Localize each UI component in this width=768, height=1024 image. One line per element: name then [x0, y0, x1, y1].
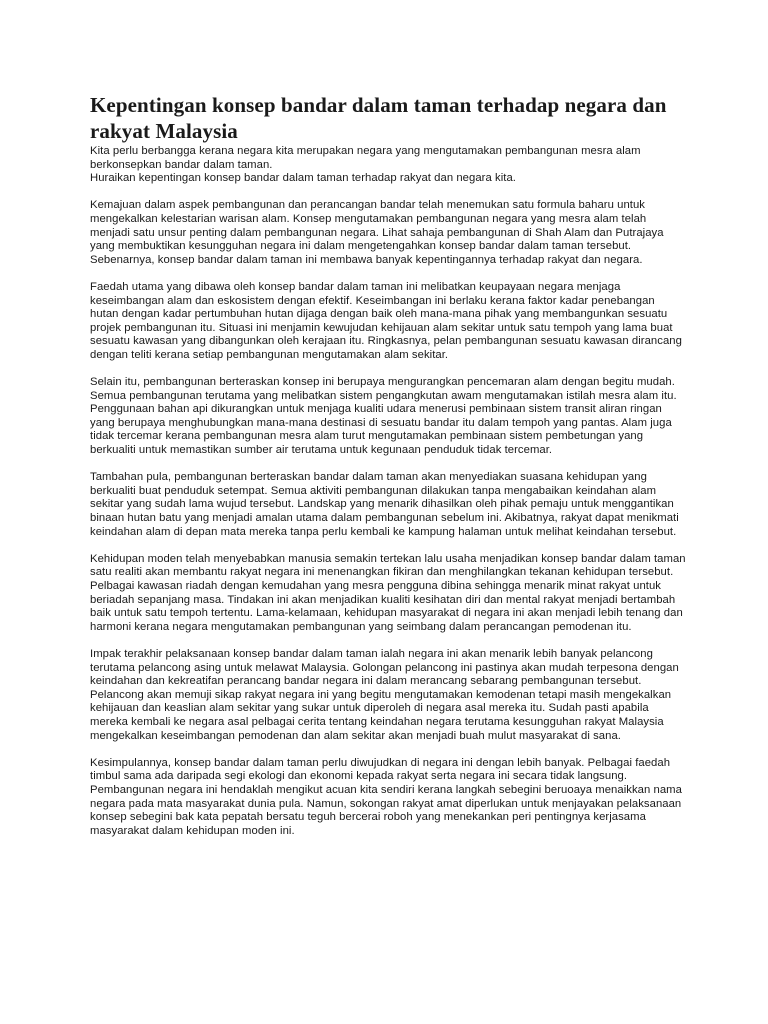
- body-paragraph: Selain itu, pembangunan berteraskan konsep ini berupaya mengurangkan pencemaran alam dengan begitu mudah. Semua pembangunan terutama yang melibatkan sistem pengangkutan awam mengutamakan istilah mesra alam itu. Penggunaan bahan api dikurangkan untuk menjaga kualiti udara menerusi pembinaan sistem transit aliran ringan yang berupaya menghubungkan mana-mana destinasi di sesuatu bandar itu dalam tempoh yang pantas. Alam juga tidak tercemar kerana pembangunan mesra alam turut mengutamakan pembinaan sistem pembetungan yang berkualiti untuk memastikan sumber air terutama untuk kegunaan penduduk tidak tercemar.: [90, 376, 677, 457]
- body-paragraph: Tambahan pula, pembangunan berteraskan bandar dalam taman akan menyediakan suasana kehidupan yang berkualiti buat penduduk setempat. Semua aktiviti pembangunan dilakukan tanpa mengabaikan keindahan alam sekitar yang sudah lama wujud tersebut. Landskap yang menarik dihasilkan oleh pihak pemaju untuk menggantikan binaan hutan batu yang menjadi amalan utama dalam pembangunan sebelum ini. Akibatnya, rakyat dapat menikmati keindahan alam di depan mata mereka tanpa perlu kembali ke kampung halaman untuk melihat keindahan tersebut.: [90, 471, 679, 538]
- body-paragraph: Kehidupan moden telah menyebabkan manusia semakin tertekan lalu usaha menjadikan konsep bandar dalam taman satu realiti akan membantu rakyat negara ini menenangkan fikiran dan menghilangkan tekanan kehidupan tersebut. Pelbagai kawasan riadah dengan kemudahan yang mesra pengguna dibina sehingga menarik minat rakyat untuk beriadah sepanjang masa. Tindakan ini akan menjadikan kualiti kesihatan diri dan mental rakyat menjadi bertambah baik untuk satu tempoh tertentu. Lama-kelamaan, kehidupan masyarakat di negara ini akan menjadi lebih tenang dan harmoni kerana negara mengutamakan pembangunan yang seimbang dalam perancangan pemodenan itu.: [90, 552, 686, 633]
- intro-line: Huraikan kepentingan konsep bandar dalam taman terhadap rakyat dan negara kita.: [90, 172, 516, 185]
- body-paragraph: Impak terakhir pelaksanaan konsep bandar dalam taman ialah negara ini akan menarik lebih banyak pelancong terutama pelancong asing untuk melawat Malaysia. Golongan pelancong ini pastinya akan mudah terpesona dengan keindahan dan kekreatifan perancang bandar negara ini dalam merancang sebarang pembangunan tersebut. Pelancong akan memuji sikap rakyat negara ini yang begitu mengutamakan kemodenan tetapi masih mengekalkan kehijauan dan keaslian alam sekitar yang sukar untuk diperoleh di negara asal mereka itu. Sudah pasti apabila mereka kembali ke negara asal pelbagai cerita tentang keindahan negara terutama kesungguhan rakyat Malaysia mengekalkan keseimbangan pemodenan dan alam sekitar akan menjadi buah mulut masyarakat di sana.: [90, 647, 679, 742]
- intro-line: Kita perlu berbangga kerana negara kita merupakan negara yang mengutamakan pembangunan mesra alam berkonsepkan bandar dalam taman.: [90, 145, 641, 171]
- conclusion-paragraph: Kesimpulannya, konsep bandar dalam taman perlu diwujudkan di negara ini dengan lebih banyak. Pelbagai faedah timbul sama ada daripada segi ekologi dan ekonomi kepada rakyat serta negara ini secara tidak langsung. Pembangunan negara ini hendaklah mengikut acuan kita sendiri kerana langkah sebegini beruoaya menaikkan nama negara pada mata masyarakat dunia pula. Namun, sokongan rakyat amat diperlukan untuk menjayakan pelaksanaan konsep sebegini bak kata pepatah bersatu teguh bercerai roboh yang menekankan peri pentingnya kerjasama masyarakat dalam kehidupan moden ini.: [90, 756, 682, 837]
- body-paragraph: Faedah utama yang dibawa oleh konsep bandar dalam taman ini melibatkan keupayaan negara menjaga keseimbangan alam dan eskosistem dengan efektif. Keseimbangan ini berlaku kerana faktor kadar penebangan hutan dengan kadar pertumbuhan hutan dijaga dengan baik oleh mana-mana pihak yang membangunkan sesuatu projek pembangunan itu. Situasi ini menjamin kewujudan kehijauan alam sekitar untuk satu tempoh yang lama buat sesuatu kawasan yang dibangunkan oleh kerajaan itu. Ringkasnya, pelan pembangunan sesuatu kawasan dirancang dengan teliti kerana setiap pembangunan mengutamakan alam sekitar.: [90, 280, 682, 361]
- body-paragraph: Kemajuan dalam aspek pembangunan dan perancangan bandar telah menemukan satu formula baharu untuk mengekalkan kelestarian warisan alam. Konsep mengutamakan pembangunan negara yang mesra alam telah menjadi satu unsur penting dalam pembangunan negara. Lihat sahaja pembangunan di Shah Alam dan Putrajaya yang membuktikan kesungguhan negara ini dalam mengetengahkan konsep bandar dalam taman tersebut. Sebenarnya, konsep bandar dalam taman ini membawa banyak kepentingannya terhadap rakyat dan negara.: [90, 199, 664, 266]
- document-title: Kepentingan konsep bandar dalam taman terhadap negara dan rakyat Malaysia: [90, 93, 667, 143]
- document-page: [90, 92, 686, 852]
